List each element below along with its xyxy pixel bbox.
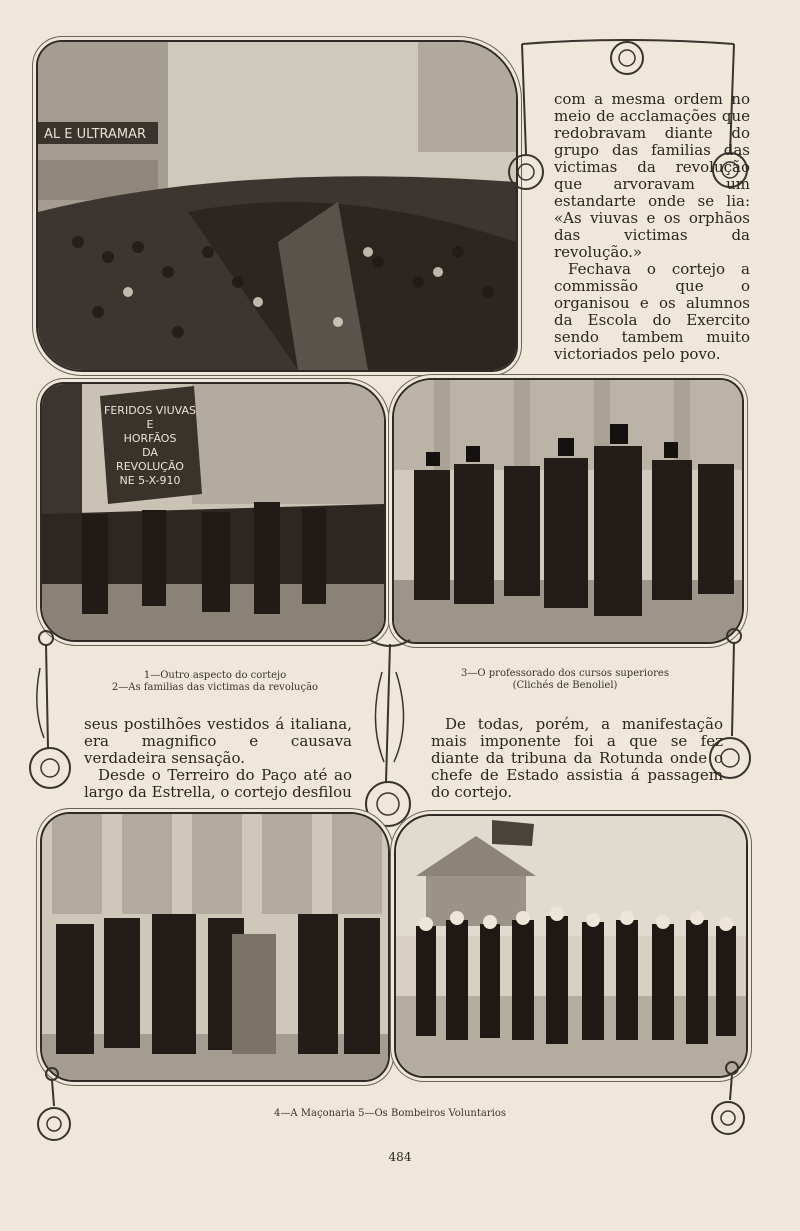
caption-photos-4-5: 4—A Maçonaria 5—Os Bombeiros Voluntarios — [274, 1108, 506, 1119]
shop-sign-text: AL E ULTRAMAR — [44, 127, 147, 142]
caption-line: 2—As familias das victimas da revolução — [111, 682, 319, 693]
bottom-left-floral-ornament — [36, 1066, 76, 1144]
paragraph: Fechava o cortejo a commissão que o organisou e os alumnos da Escola do Exercito sendo tambem muito victoriados pelo povo. — [554, 260, 750, 363]
photo-maconaria — [40, 812, 390, 1082]
banner-line: HORFÃOS — [123, 432, 177, 445]
banner-line: REVOLUÇÃO — [116, 460, 184, 473]
paragraph: com a mesma ordem no meio de acclamações que redobravam diante do grupo das familias das victimas da revolução que arvoravam um estandarte onde se lia: «As viuvas e os orphãos das victimas da revolução.» — [554, 90, 750, 261]
caption-line: 1—Outro aspecto do cortejo — [143, 670, 287, 681]
photo-bombeiros — [394, 814, 748, 1078]
photo-familias-victimas — [40, 382, 386, 642]
caption-photos-1-2 — [90, 670, 340, 694]
bottom-right-floral-ornament — [706, 1060, 750, 1138]
text-column-middle-right — [431, 716, 723, 801]
text-column-top-right — [554, 91, 750, 363]
left-floral-ornament — [28, 628, 72, 798]
page-number: 484 — [388, 1150, 412, 1164]
banner-line: DA — [142, 446, 158, 459]
banner-line: E — [146, 418, 154, 431]
paragraph: seus postilhões vestidos á italiana, era magnifico e causava verdadeira sensação. — [84, 715, 352, 767]
caption-line: 3—O professorado dos cursos superiores — [461, 668, 669, 679]
caption-photo-3 — [440, 668, 690, 692]
banner-line: NE 5-X-910 — [119, 474, 181, 487]
paragraph: Desde o Terreiro do Paço até ao largo da Estrella, o cortejo desfilou — [84, 766, 352, 801]
paragraph: De todas, porém, a manifestação mais imponente foi a que se fez diante da tribuna da Rotunda onde o chefe de Estado assistia á passagem do cortejo. — [431, 715, 723, 801]
central-floral-ornament — [360, 632, 420, 832]
text-column-middle-left — [84, 716, 352, 801]
photo-cortejo-crowd — [36, 40, 518, 372]
photo-professorado — [392, 378, 744, 644]
banner-line: FERIDOS VIUVAS — [104, 404, 196, 417]
crowd-image — [38, 42, 516, 370]
caption-line: (Clichés de Benoliel) — [512, 680, 618, 691]
